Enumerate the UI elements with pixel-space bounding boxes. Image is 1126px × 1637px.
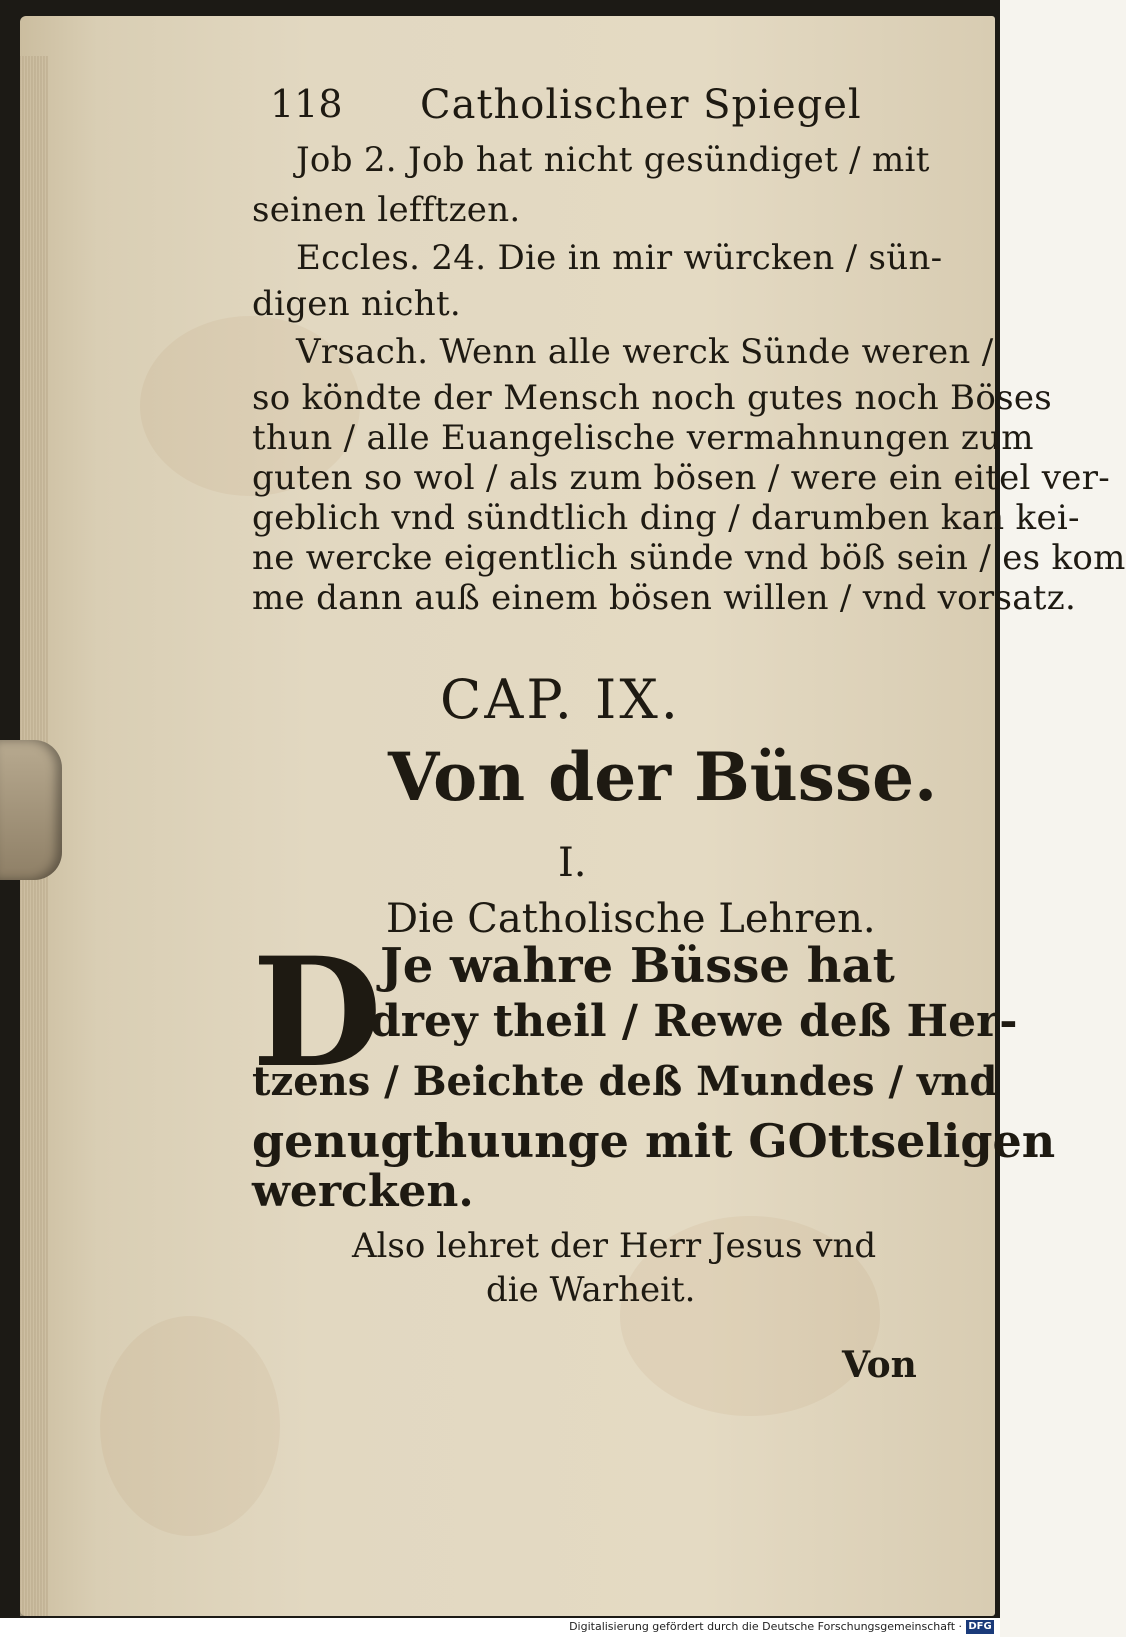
chapter-title: Von der Büsse.: [388, 738, 938, 816]
doctrine-line: tzens / Beichte deß Mundes / vnd: [252, 1058, 998, 1105]
body-line: guten so wol / als zum bösen / were ein eitel ver-: [252, 458, 1111, 498]
catchword: Von: [842, 1344, 917, 1386]
quote-line: Also lehret der Herr Jesus vnd: [352, 1226, 877, 1266]
quote-line: die Warheit.: [486, 1270, 696, 1310]
running-title: Catholischer Spiegel: [420, 82, 862, 128]
digitization-footer: [0, 1618, 1000, 1637]
footer-credit: Digitalisierung gefördert durch die Deutsche Forschungsgemeinschaft ·: [569, 1620, 962, 1633]
section-number: I.: [558, 840, 587, 886]
dfg-logo: DFG: [966, 1620, 994, 1634]
body-line: Job 2. Job hat nicht gesündiget / mit: [296, 140, 930, 180]
body-line: seinen lefftzen.: [252, 190, 521, 230]
doctrine-line: genugthuunge mit GOttseligen: [252, 1114, 1056, 1168]
book-clasp: [0, 740, 62, 880]
body-line: geblich vnd sündtlich ding / darumben kan kei-: [252, 498, 1080, 538]
chapter-label: CAP. IX.: [440, 668, 681, 731]
doctrine-line: wercken.: [252, 1166, 474, 1217]
body-line: Eccles. 24. Die in mir würcken / sün-: [296, 238, 943, 278]
body-line: thun / alle Euangelische vermahnungen zum: [252, 418, 1034, 458]
doctrine-line: Je wahre Büsse hat: [380, 938, 895, 994]
section-title: Die Catholische Lehren.: [386, 896, 876, 942]
drop-cap: D: [252, 925, 383, 1101]
body-line: me dann auß einem bösen willen / vnd vorsatz.: [252, 578, 1077, 618]
body-line: so köndte der Mensch noch gutes noch Böses: [252, 378, 1053, 418]
body-line: ne wercke eigentlich sünde vnd böß sein / es kom: [252, 538, 1126, 578]
body-line: digen nicht.: [252, 284, 462, 324]
paper-stain: [100, 1316, 280, 1536]
page-number: 118: [270, 82, 343, 126]
body-line: Vrsach. Wenn alle werck Sünde weren /: [296, 332, 994, 372]
doctrine-line: drey theil / Rewe deß Her-: [370, 996, 1018, 1047]
